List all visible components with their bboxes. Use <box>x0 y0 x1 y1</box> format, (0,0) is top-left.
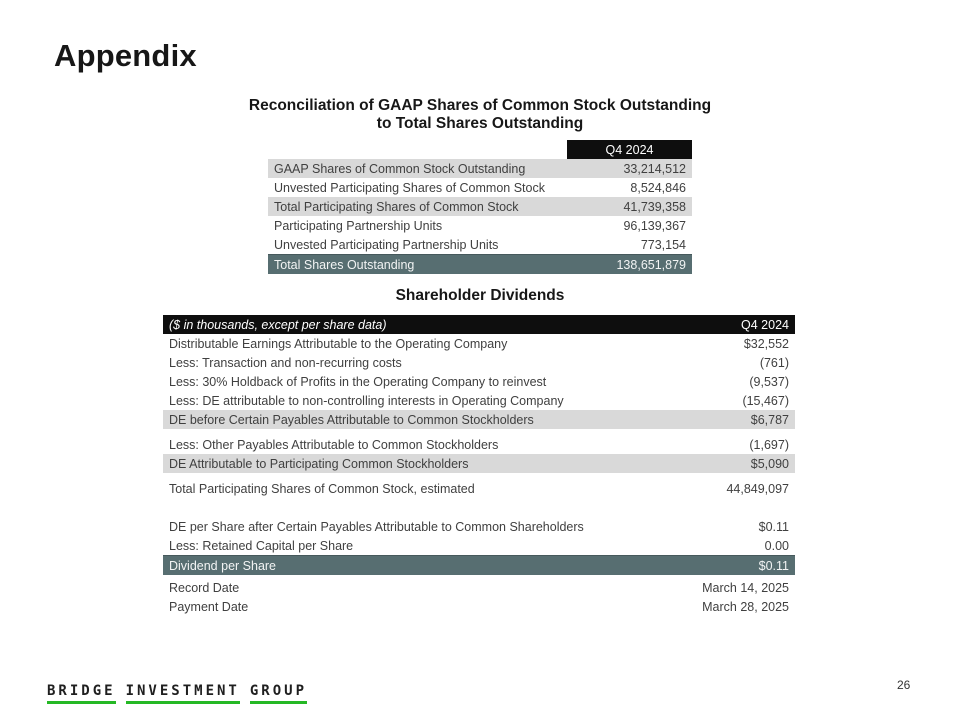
table-row <box>163 479 795 498</box>
row-label: Dividend per Share <box>169 558 277 573</box>
row-label: Participating Partnership Units <box>274 218 443 233</box>
dividends-table <box>163 315 795 616</box>
row-value: $0.11 <box>758 519 789 534</box>
table-row <box>268 254 692 274</box>
logo-word: BRIDGE <box>47 683 116 704</box>
logo-word: GROUP <box>250 683 307 704</box>
row-label: Distributable Earnings Attributable to the Operating Company <box>169 336 508 351</box>
row-value: (761) <box>759 355 789 370</box>
row-label: Total Shares Outstanding <box>274 257 415 272</box>
row-value: 44,849,097 <box>726 481 789 496</box>
table-row <box>163 372 795 391</box>
row-value: 96,139,367 <box>623 218 686 233</box>
row-label: Total Participating Shares of Common Stock <box>274 199 519 214</box>
row-label: Total Participating Shares of Common Stock, estimated <box>169 481 475 496</box>
table-row <box>163 536 795 555</box>
table-row <box>268 216 692 235</box>
logo-word: INVESTMENT <box>126 683 240 704</box>
header-spacer <box>268 140 567 159</box>
dividends-table-header-row <box>163 315 795 334</box>
row-label: Unvested Participating Partnership Units <box>274 237 499 252</box>
row-value: 41,739,358 <box>623 199 686 214</box>
reconciliation-title-line1: Reconciliation of GAAP Shares of Common Stock Outstanding <box>248 97 712 114</box>
row-label: Less: 30% Holdback of Profits in the Operating Company to reinvest <box>169 374 547 389</box>
row-value: 138,651,879 <box>616 257 686 272</box>
row-label: Less: Transaction and non-recurring costs <box>169 355 402 370</box>
table-row <box>268 159 692 178</box>
table-row <box>268 178 692 197</box>
row-value: $5,090 <box>750 456 789 471</box>
units-note: ($ in thousands, except per share data) <box>169 317 387 332</box>
row-label: Less: DE attributable to non-controlling interests in Operating Company <box>169 393 564 408</box>
row-label: DE before Certain Payables Attributable to Common Stockholders <box>169 412 534 427</box>
row-label: Unvested Participating Shares of Common Stock <box>274 180 545 195</box>
table-row <box>163 391 795 410</box>
table-row <box>163 454 795 473</box>
table-row <box>163 334 795 353</box>
column-header-q4-2024: Q4 2024 <box>741 317 789 332</box>
table-row <box>163 597 795 616</box>
dividends-table-body <box>163 334 795 616</box>
row-value: March 28, 2025 <box>702 599 789 614</box>
row-label: Record Date <box>169 580 240 595</box>
row-label: Less: Retained Capital per Share <box>169 538 354 553</box>
row-value: 8,524,846 <box>630 180 686 195</box>
page-title: Appendix <box>54 38 197 73</box>
row-label: Less: Other Payables Attributable to Common Stockholders <box>169 437 499 452</box>
table-row <box>163 353 795 372</box>
row-label: Payment Date <box>169 599 249 614</box>
table-row <box>163 410 795 429</box>
table-row <box>163 435 795 454</box>
row-label: DE per Share after Certain Payables Attributable to Common Shareholders <box>169 519 584 534</box>
table-row <box>163 578 795 597</box>
bridge-investment-group-logo <box>47 682 317 704</box>
row-value: 773,154 <box>640 237 686 252</box>
table-row <box>268 197 692 216</box>
reconciliation-table-body <box>268 159 692 274</box>
row-value: (15,467) <box>742 393 789 408</box>
table-row <box>163 517 795 536</box>
row-label: GAAP Shares of Common Stock Outstanding <box>274 161 526 176</box>
row-label: DE Attributable to Participating Common Stockholders <box>169 456 469 471</box>
row-value: (1,697) <box>749 437 789 452</box>
column-header-q4-2024: Q4 2024 <box>567 140 692 159</box>
row-value: March 14, 2025 <box>702 580 789 595</box>
reconciliation-table-title <box>0 97 960 133</box>
row-value: (9,537) <box>749 374 789 389</box>
reconciliation-title-line2: to Total Shares Outstanding <box>376 115 584 132</box>
reconciliation-table-header-row <box>268 140 692 159</box>
row-value: $6,787 <box>750 412 789 427</box>
row-value: 33,214,512 <box>623 161 686 176</box>
table-row <box>268 235 692 254</box>
reconciliation-table <box>268 140 692 274</box>
row-value: 0.00 <box>764 538 789 553</box>
table-row <box>163 555 795 575</box>
page-number: 26 <box>897 678 911 692</box>
row-value: $0.11 <box>758 558 789 573</box>
row-value: $32,552 <box>743 336 789 351</box>
dividends-table-title: Shareholder Dividends <box>395 287 565 304</box>
